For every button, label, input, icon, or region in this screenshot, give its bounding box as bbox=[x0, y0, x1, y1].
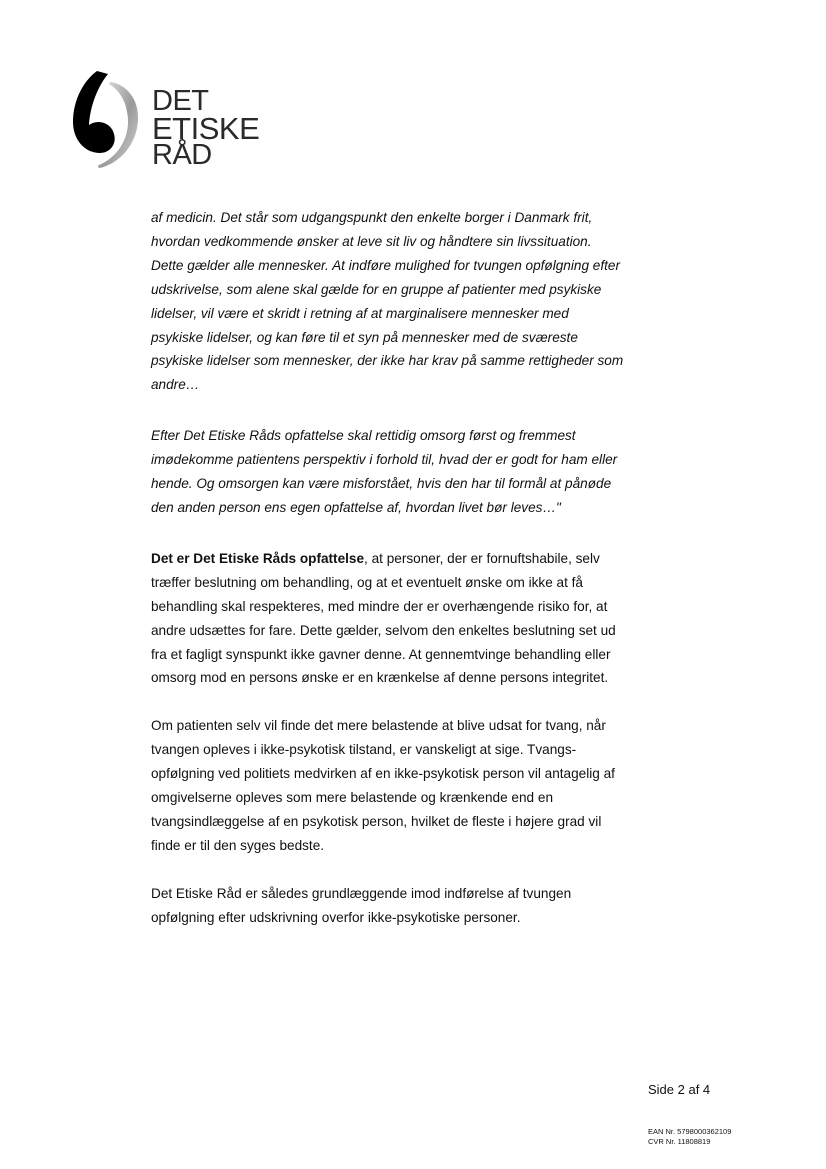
patient-burden-paragraph: Om patienten selv vil finde det mere belastende at blive udsat for tvang, når tvangen opleves i ikke-psykotisk tilstand, er vanskeligt at sige. Tvangs- opfølgning ved politiets medvirken af en ikke-psykotisk person vil antagelig af omgivelserne opleves som mere belastende og krænkende end en tvangsindlæggelse af en psykotisk person, hvilket de fleste i højere grad vil finde er til den syges bedste. bbox=[151, 718, 615, 853]
council-opinion-paragraph: Det er Det Etiske Råds opfattelse, at personer, der er fornuftshabile, selv træffer beslutning om behandling, og at et eventuelt ønske om ikke at få behandling skal respekteres, med mindre der er overhængende risiko for, at andre udsættes for fare. Dette gælder, selvom den enkeltes beslutning set ud fra et fagligt synspunkt ikke gavner denne. At gennemtvinge behandling eller omsorg mod en persons ønske er en krænkelse af denne persons integritet. bbox=[151, 550, 616, 686]
logo-line-raad: RÅD bbox=[152, 139, 212, 171]
cvr-number: CVR Nr. 11808819 bbox=[648, 1137, 711, 1146]
logo-wordmark bbox=[152, 85, 260, 171]
quote-paragraph-1: af medicin. Det står som udgangspunkt den enkelte borger i Danmark frit, hvordan vedkommende ønsker at leve sit liv og håndtere sin livssituation. Dette gælder alle mennesker. At indføre mulighed for tvungen opfølgning efter udskrivelse, som alene skal gælde for en gruppe af patienter med psykiske lidelser, vil være et skridt i retning af at marginalisere mennesker med psykiske lidelser, og kan føre til et syn på mennesker med de sværeste psykiske lidelser som mennesker, der ikke har krav på samme rettigheder som andre… bbox=[151, 210, 624, 393]
bold-lead-text: Det er Det Etiske Råds opfattelse bbox=[151, 550, 365, 566]
logo-swirl-icon bbox=[70, 70, 142, 170]
letter-body bbox=[151, 206, 661, 930]
quote-paragraph-2: Efter Det Etiske Råds opfattelse skal rettidig omsorg først og fremmest imødekomme patientens perspektiv i forhold til, hvad der er godt for ham eller hende. Og omsorgen kan være misforstået, hvis den har til formål at pånøde den anden person ens egen opfattelse af, hvordan livet bør leves…" bbox=[151, 428, 618, 515]
logo-line-etiske: ETISKE bbox=[152, 111, 260, 146]
ean-number: EAN Nr. 5798000362109 bbox=[648, 1127, 732, 1136]
company-identifiers bbox=[648, 1127, 731, 1147]
det-etiske-raad-logo bbox=[70, 70, 260, 171]
page-number: Side 2 af 4 bbox=[648, 1082, 711, 1097]
conclusion-paragraph: Det Etiske Råd er således grundlæggende imod indførelse af tvungen opfølgning efter udskrivning overfor ikke-psykotiske personer. bbox=[151, 885, 572, 925]
logo-line-det: DET bbox=[152, 85, 209, 117]
